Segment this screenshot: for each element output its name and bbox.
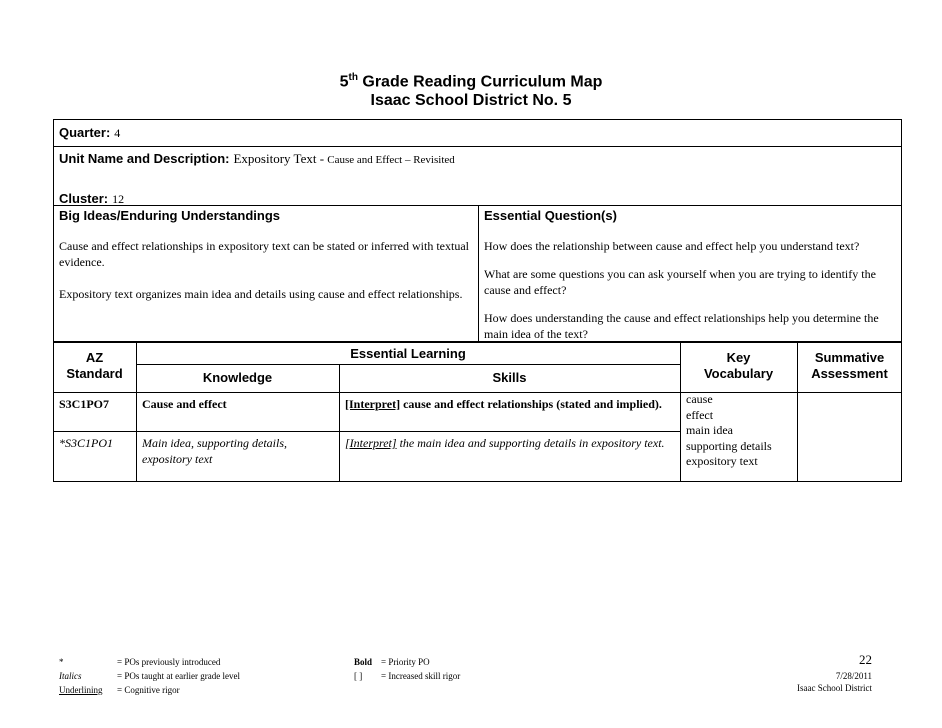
unit-row: [59, 150, 455, 168]
legend-desc: = Cognitive rigor: [117, 685, 180, 695]
essential-questions-heading: Essential Question(s): [484, 208, 617, 223]
unit-label: Unit Name and Description:: [59, 151, 230, 166]
az-standard-header: [53, 350, 136, 382]
vocabulary-term: supporting details: [686, 438, 772, 453]
essential-question: How does understanding the cause and effect relationships help you determine the main idea of the text?: [484, 311, 879, 341]
big-ideas-list: [59, 238, 473, 302]
essential-question: What are some questions you can ask yourself when you are trying to identify the cause and effect?: [484, 267, 876, 297]
vocabulary-label: Vocabulary: [703, 366, 774, 381]
unit-value-detail: Cause and Effect – Revisited: [327, 154, 455, 166]
district-title: Isaac School District No. 5: [370, 92, 572, 109]
vocabulary-list: [686, 392, 794, 470]
knowledge-text: Cause and effect: [142, 397, 227, 411]
essential-learning-header: Essential Learning: [350, 346, 466, 361]
vocabulary-term: main idea: [686, 423, 733, 437]
page-number: 22: [859, 652, 872, 667]
standard-code: S3C1PO7: [59, 397, 110, 411]
quarter-value: 4: [114, 126, 121, 140]
skill-description: the main idea and supporting details in expository text.: [396, 436, 665, 450]
vocabulary-term: expository text: [686, 454, 758, 468]
legend-key: [ ]: [354, 671, 363, 681]
essential-question: How does the relationship between cause and effect help you understand text?: [484, 239, 860, 253]
assessment-label: Assessment: [811, 366, 888, 381]
quarter-row: [59, 124, 120, 142]
divider: [478, 205, 479, 342]
big-idea: Cause and effect relationships in expository text can be stated or inferred with textual evidence.: [59, 239, 469, 269]
divider: [136, 364, 680, 365]
page-title: [0, 68, 942, 92]
az-label: AZ: [85, 350, 104, 365]
summative-assessment-header: [797, 350, 902, 382]
essential-questions-list: [484, 238, 898, 342]
skills-text: [345, 396, 675, 412]
standard-label: Standard: [66, 366, 123, 381]
knowledge-text: Main idea, supporting details, expository text: [142, 436, 287, 466]
legend-desc: = POs previously introduced: [117, 657, 221, 667]
legend-desc: = Increased skill rigor: [381, 671, 461, 681]
standard-code: *S3C1PO1: [59, 436, 113, 450]
legend-key: *: [59, 657, 64, 667]
grade-number: 5: [339, 73, 349, 91]
skill-verb: [Interpret]: [345, 397, 401, 411]
big-ideas-heading: Big Ideas/Enduring Understandings: [59, 208, 281, 223]
legend-desc: = Priority PO: [381, 657, 430, 667]
footer-date: 7/28/2011: [835, 671, 872, 681]
cluster-label: Cluster:: [59, 191, 109, 206]
vocabulary-term: cause: [686, 392, 713, 406]
quarter-label: Quarter:: [59, 125, 111, 140]
unit-value: Expository Text -: [233, 151, 328, 166]
legend-key: Underlining: [59, 685, 103, 695]
vocabulary-term: effect: [686, 407, 714, 422]
key-vocabulary-header: [680, 350, 797, 382]
cluster-value: 12: [112, 192, 125, 206]
skill-verb: [Interpret]: [345, 436, 397, 450]
summative-label: Summative: [814, 350, 885, 365]
legend-key: Italics: [59, 671, 82, 681]
grade-superscript: th: [348, 72, 358, 83]
skills-header: Skills: [492, 370, 527, 385]
skills-text: [345, 435, 675, 451]
knowledge-header: Knowledge: [202, 370, 273, 385]
cluster-row: [59, 190, 124, 208]
divider: [53, 431, 680, 432]
title-text: Grade Reading Curriculum Map: [357, 73, 603, 91]
footer-district: Isaac School District: [797, 683, 872, 693]
key-label: Key: [726, 350, 751, 365]
divider: [136, 342, 137, 482]
divider: [53, 146, 902, 147]
legend-key: Bold: [354, 657, 373, 667]
legend-desc: = POs taught at earlier grade level: [117, 671, 241, 681]
skill-description: cause and effect relationships (stated and implied).: [400, 397, 662, 411]
big-idea: Expository text organizes main idea and details using cause and effect relationships.: [59, 287, 463, 301]
